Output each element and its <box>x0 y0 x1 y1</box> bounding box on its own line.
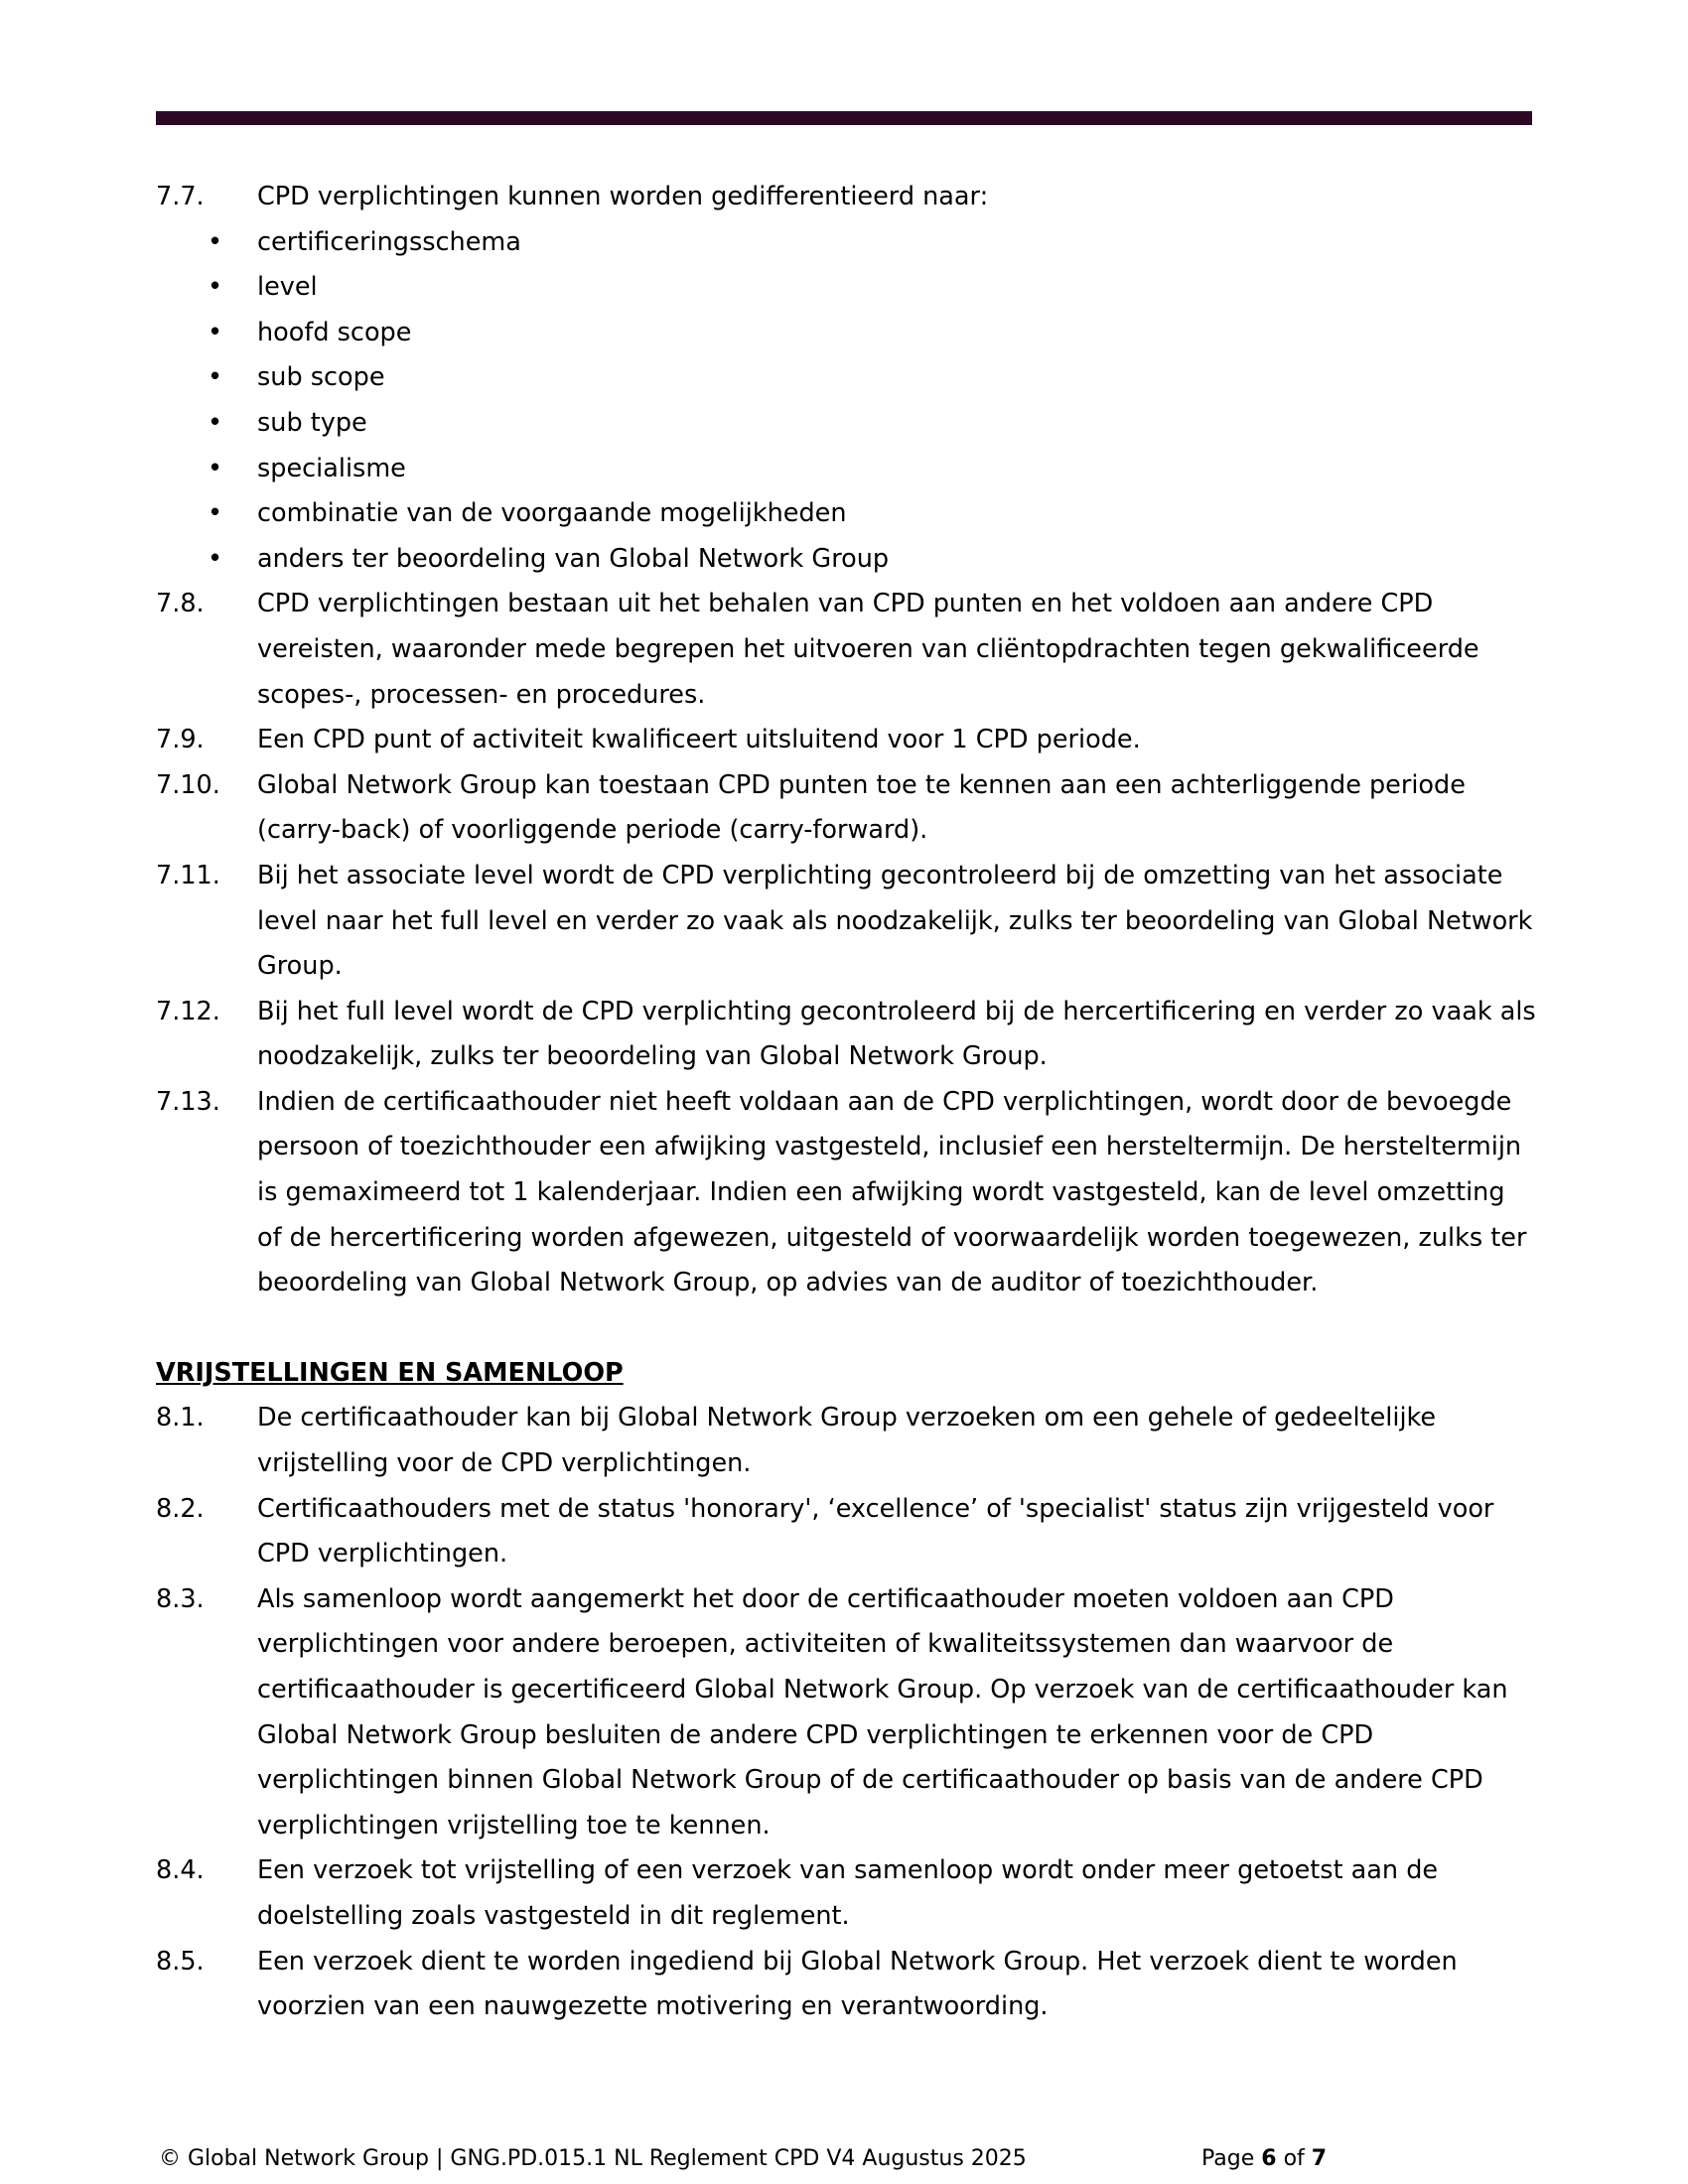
clause-number: 8.2. <box>156 1493 205 1524</box>
section-heading: VRIJSTELLINGEN EN SAMENLOOP <box>156 1357 624 1388</box>
clause-number: 7.7. <box>156 182 205 211</box>
list-item <box>156 311 1536 356</box>
bullet-icon: • <box>208 317 223 347</box>
list-item <box>156 491 1536 537</box>
clause-number: 7.11. <box>156 860 220 890</box>
clause-number: 7.9. <box>156 725 205 755</box>
clause-number: 7.10. <box>156 769 220 800</box>
clause-8-3 <box>156 1577 1536 1849</box>
list-item-text: level <box>257 272 318 303</box>
clause-text: Bij het associate level wordt de CPD verplichting gecontroleerd bij de omzetting van het associate level naar het full level en verder zo vaak als noodzakelijk, zulks ter beoordeling van Global Network Group. <box>257 860 1533 982</box>
clause-text: Global Network Group kan toestaan CPD punten toe te kennen aan een achterliggende periode (carry-back) of voorliggende periode (carry-forward). <box>257 769 1466 846</box>
clause-number: 7.13. <box>156 1086 220 1117</box>
clause-number: 8.4. <box>156 1855 205 1886</box>
bullet-icon: • <box>208 362 223 393</box>
page-of: of <box>1283 2146 1305 2171</box>
clause-text: Als samenloop wordt aangemerkt het door de certificaathouder moeten voldoen aan CPD verplichtingen voor andere beroepen, activiteiten of kwaliteitssystemen dan waarvoor de certificaathouder is gecertificeerd Global Network Group. Op verzoek van de certificaathouder kan Global Network Group besluiten de andere CPD verplichtingen te erkennen voor de CPD verplichtingen binnen Global Network Group of de certificaathouder op basis van de andere CPD verplichtingen vrijstelling toe te kennen. <box>257 1583 1508 1841</box>
list-item-text: anders ter beoordeling van Global Network Group <box>257 543 890 574</box>
bullet-icon: • <box>208 453 223 483</box>
clause-8-5 <box>156 1940 1536 2030</box>
clause-7-9 <box>156 718 1536 763</box>
bullet-list <box>156 220 1536 583</box>
list-item <box>156 401 1536 447</box>
footer-copyright: © Global Network Group | GNG.PD.015.1 NL Reglement CPD V4 Augustus 2025 <box>159 2146 1027 2171</box>
bullet-icon: • <box>208 272 223 303</box>
list-item-text: combinatie van de voorgaande mogelijkheden <box>257 498 847 529</box>
clause-8-2 <box>156 1487 1536 1577</box>
clause-7-12 <box>156 990 1536 1080</box>
list-item-text: sub type <box>257 407 367 438</box>
list-item <box>156 355 1536 401</box>
list-item-text: certificeringsschema <box>257 226 521 257</box>
clause-8-1 <box>156 1396 1536 1486</box>
page-prefix: Page <box>1201 2146 1255 2171</box>
clause-text: Een CPD punt of activiteit kwalificeert uitsluitend voor 1 CPD periode. <box>257 725 1141 755</box>
clause-text: Indien de certificaathouder niet heeft voldaan aan de CPD verplichtingen, wordt door de bevoegde persoon of toezichthouder een afwijking vastgesteld, inclusief een hersteltermijn. De hersteltermijn is gemaximeerd tot 1 kalenderjaar. Indien een afwijking wordt vastgesteld, kan de level omzetting of de hercertificering worden afgewezen, uitgesteld of voorwaardelijk worden toegewezen, zulks ter beoordeling van Global Network Group, op advies van de auditor of toezichthouder. <box>257 1086 1527 1298</box>
bullet-icon: • <box>208 498 223 529</box>
clause-number: 8.1. <box>156 1403 205 1433</box>
clause-text: Een verzoek dient te worden ingediend bij Global Network Group. Het verzoek dient te worden voorzien van een nauwgezette motivering en verantwoording. <box>257 1946 1458 2022</box>
list-item <box>156 447 1536 492</box>
clause-7-11 <box>156 854 1536 990</box>
clause-7-13 <box>156 1080 1536 1306</box>
document-body <box>156 175 1536 2030</box>
clause-text: CPD verplichtingen bestaan uit het behalen van CPD punten en het voldoen aan andere CPD vereisten, waaronder mede begrepen het uitvoeren van cliëntopdrachten tegen gekwalificeerde scopes-, processen- en procedures. <box>257 589 1479 710</box>
clause-number: 8.3. <box>156 1583 205 1614</box>
clause-number: 8.5. <box>156 1946 205 1977</box>
bullet-icon: • <box>208 226 223 257</box>
clause-7-7 <box>156 175 1536 220</box>
header-rule <box>156 111 1532 125</box>
page-number <box>1201 2144 1327 2174</box>
clause-number: 7.12. <box>156 996 220 1026</box>
list-item <box>156 537 1536 583</box>
clause-text: Bij het full level wordt de CPD verplichting gecontroleerd bij de hercertificering en verder zo vaak als noodzakelijk, zulks ter beoordeling van Global Network Group. <box>257 996 1536 1072</box>
list-item-text: hoofd scope <box>257 317 412 347</box>
clause-7-8 <box>156 582 1536 718</box>
page-current: 6 <box>1261 2146 1277 2171</box>
clause-text: De certificaathouder kan bij Global Network Group verzoeken om een gehele of gedeeltelijke vrijstelling voor de CPD verplichtingen. <box>257 1403 1437 1479</box>
list-item <box>156 220 1536 266</box>
list-item <box>156 265 1536 311</box>
list-item-text: sub scope <box>257 362 385 393</box>
list-item-text: specialisme <box>257 453 406 483</box>
clause-text: Certificaathouders met de status 'honorary', ‘excellence’ of 'specialist' status zijn vrijgesteld voor CPD verplichtingen. <box>257 1493 1494 1570</box>
bullet-icon: • <box>208 543 223 574</box>
clause-number: 7.8. <box>156 589 205 619</box>
clause-text: Een verzoek tot vrijstelling of een verzoek van samenloop wordt onder meer getoetst aan de doelstelling zoals vastgesteld in dit reglement. <box>257 1855 1439 1931</box>
clause-text: CPD verplichtingen kunnen worden gedifferentieerd naar: <box>257 182 989 211</box>
page-total: 7 <box>1311 2146 1328 2171</box>
bullet-icon: • <box>208 407 223 438</box>
clause-7-10 <box>156 763 1536 854</box>
clause-8-4 <box>156 1848 1536 1939</box>
